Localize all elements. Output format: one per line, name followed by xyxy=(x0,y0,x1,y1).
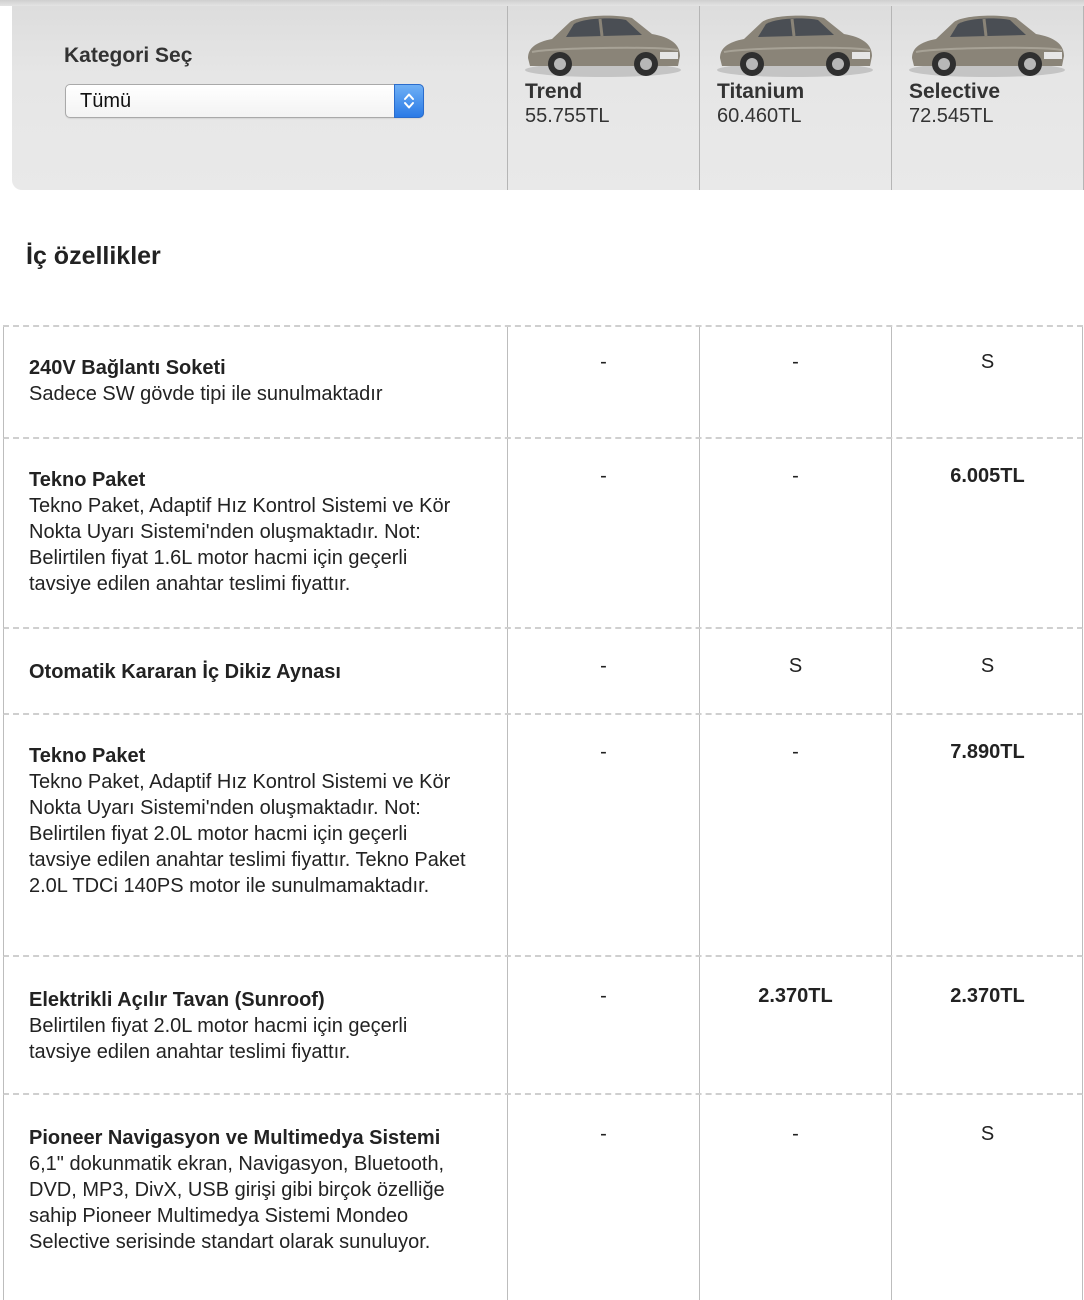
value-cell-titanium xyxy=(699,629,891,713)
value-cell-titanium xyxy=(699,327,891,437)
cell-value: - xyxy=(600,741,607,763)
feature-cell xyxy=(4,629,507,685)
trim-price: 72.545TL xyxy=(909,105,994,127)
feature-title: 240V Bağlantı Soketi xyxy=(29,357,226,379)
table-row xyxy=(3,327,1083,439)
value-cell-trend xyxy=(507,1095,699,1300)
comparison-header xyxy=(0,0,1084,190)
feature-cell xyxy=(4,715,507,899)
filter-panel xyxy=(12,0,507,190)
trim-name: Selective xyxy=(909,80,1001,103)
trim-name: Trend xyxy=(525,80,583,103)
cell-value: - xyxy=(792,351,799,373)
trim-column-trend[interactable] xyxy=(507,0,699,190)
value-cell-trend xyxy=(507,439,699,627)
cell-value: - xyxy=(792,1123,799,1145)
cell-value: - xyxy=(792,741,799,763)
feature-description: Sadece SW gövde tipi ile sunulmaktadır xyxy=(29,383,383,405)
trim-name: Titanium xyxy=(717,80,805,103)
value-cell-selective xyxy=(891,957,1083,1093)
trim-price: 55.755TL xyxy=(525,105,610,127)
feature-title: Tekno Paket xyxy=(29,745,146,767)
feature-description: Belirtilen fiyat 2.0L motor hacmi için geçerli tavsiye edilen anahtar teslimi fiyattır. xyxy=(29,1015,408,1063)
category-select[interactable] xyxy=(65,84,424,118)
cell-value: S xyxy=(980,351,995,373)
section-title: İç özellikler xyxy=(26,242,161,270)
select-stepper-icon[interactable] xyxy=(394,84,424,118)
value-cell-titanium xyxy=(699,439,891,627)
feature-title: Pioneer Navigasyon ve Multimedya Sistemi xyxy=(29,1127,441,1149)
feature-cell xyxy=(4,1095,507,1255)
table-row xyxy=(3,439,1083,629)
value-cell-titanium xyxy=(699,1095,891,1300)
car-image xyxy=(906,8,1068,80)
car-image xyxy=(522,8,684,80)
header-top-border xyxy=(0,0,1084,6)
cell-value: 7.890TL xyxy=(950,741,1025,763)
table-row xyxy=(3,629,1083,715)
cell-value: S xyxy=(980,1123,995,1145)
trim-price: 60.460TL xyxy=(717,105,802,127)
value-cell-trend xyxy=(507,327,699,437)
value-cell-selective xyxy=(891,439,1083,627)
cell-value: S xyxy=(788,655,803,677)
cell-value: - xyxy=(792,465,799,487)
table-row xyxy=(3,957,1083,1095)
feature-cell xyxy=(4,957,507,1065)
feature-description: 6,1" dokunmatik ekran, Navigasyon, Bluetooth, DVD, MP3, DivX, USB girişi gibi birçok özelliğe sahip Pioneer Multimedya Sistemi Mondeo Selective serisinde standart olarak sunuluyor. xyxy=(29,1153,445,1253)
table-row xyxy=(3,1095,1083,1300)
feature-cell xyxy=(4,439,507,597)
cell-value: - xyxy=(600,1123,607,1145)
cell-value: - xyxy=(600,655,607,677)
value-cell-titanium xyxy=(699,715,891,955)
category-label: Kategori Seç xyxy=(64,44,193,67)
feature-title: Tekno Paket xyxy=(29,469,146,491)
trim-column-selective[interactable] xyxy=(891,0,1084,190)
cell-value: 2.370TL xyxy=(950,985,1025,1007)
feature-cell xyxy=(4,327,507,407)
value-cell-selective xyxy=(891,715,1083,955)
trim-column-titanium[interactable] xyxy=(699,0,891,190)
cell-value: - xyxy=(600,465,607,487)
value-cell-titanium xyxy=(699,957,891,1093)
value-cell-selective xyxy=(891,327,1083,437)
cell-value: S xyxy=(980,655,995,677)
cell-value: - xyxy=(600,351,607,373)
value-cell-trend xyxy=(507,715,699,955)
cell-value: - xyxy=(600,985,607,1007)
cell-value: 6.005TL xyxy=(950,465,1025,487)
value-cell-selective xyxy=(891,1095,1083,1300)
car-image xyxy=(714,8,876,80)
category-select-value: Tümü xyxy=(80,90,132,112)
feature-description: Tekno Paket, Adaptif Hız Kontrol Sistemi ve Kör Nokta Uyarı Sistemi'nden oluşmaktadır. Not: Belirtilen fiyat 1.6L motor hacmi için geçerli tavsiye edilen anahtar teslimi fiyattır. xyxy=(29,495,451,595)
feature-title: Otomatik Kararan İç Dikiz Aynası xyxy=(29,661,341,683)
value-cell-selective xyxy=(891,629,1083,713)
spec-table xyxy=(3,325,1083,1300)
cell-value: 2.370TL xyxy=(758,985,833,1007)
value-cell-trend xyxy=(507,629,699,713)
value-cell-trend xyxy=(507,957,699,1093)
feature-title: Elektrikli Açılır Tavan (Sunroof) xyxy=(29,989,325,1011)
table-row xyxy=(3,715,1083,957)
feature-description: Tekno Paket, Adaptif Hız Kontrol Sistemi ve Kör Nokta Uyarı Sistemi'nden oluşmaktadır. Not: Belirtilen fiyat 2.0L motor hacmi için geçerli tavsiye edilen anahtar teslimi fiyattır. Tekno Paket 2.0L TDCi 140PS motor ile sunulmamaktadır. xyxy=(29,771,466,897)
